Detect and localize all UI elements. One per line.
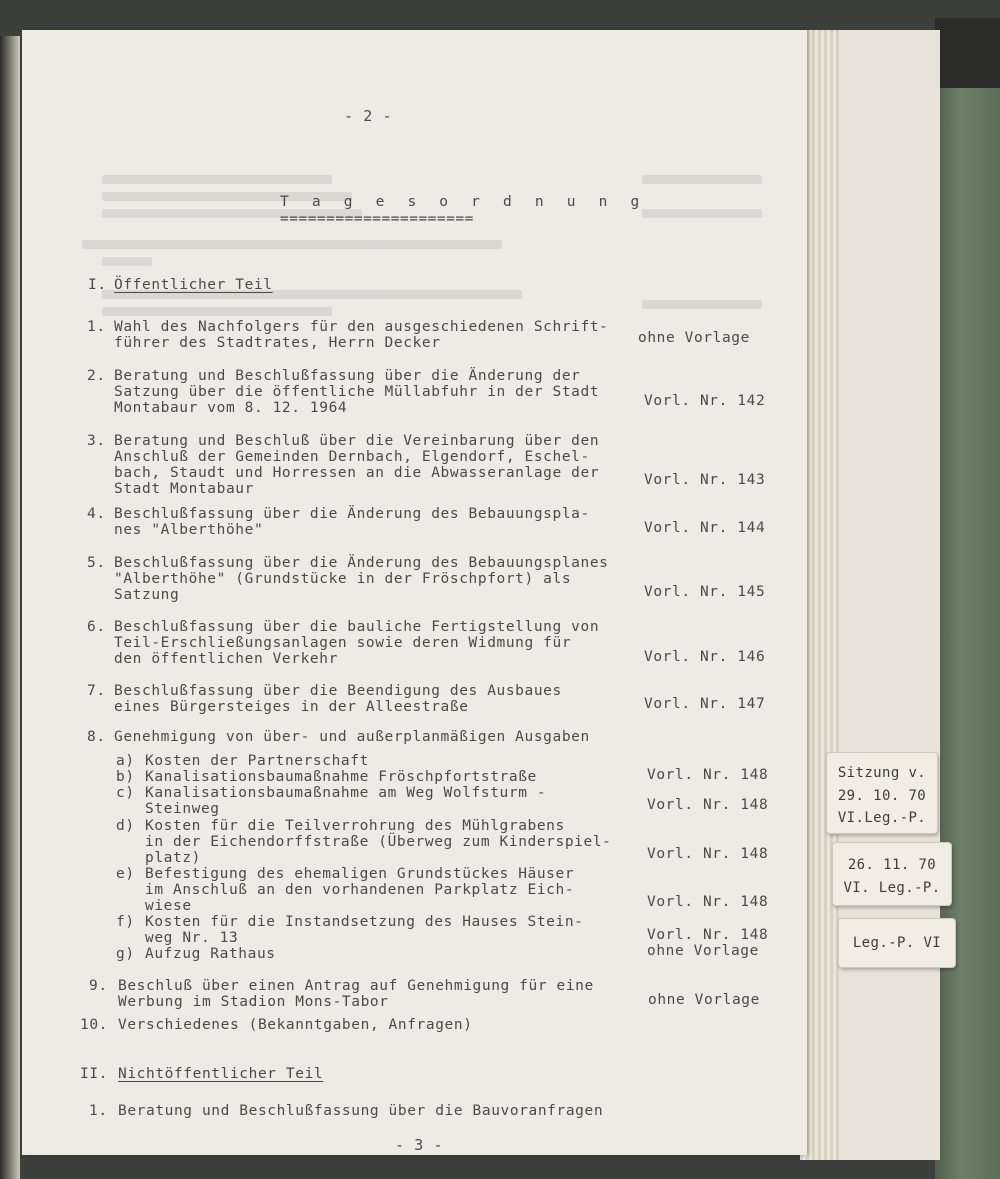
item-line: Beschlußfassung über die bauliche Fertigstellung von [114,619,600,635]
item-line: Beschluß über einen Antrag auf Genehmigung für eine [118,978,594,994]
subitem-reference: Vorl. Nr. 148 [647,894,769,910]
binder-left-edge [0,36,20,1179]
tab-label-3-line-1: Leg.-P. VI [852,935,942,951]
item-line: Verschiedenes (Bekanntgaben, Anfragen) [118,1017,473,1033]
binder-corner [935,18,1000,88]
subitem-line: Kosten für die Instandsetzung des Hauses Stein- [145,914,584,930]
subitem-line: Kanalisationsbaumaßnahme am Weg Wolfsturm - [145,785,547,801]
tab-label-1-line-1: Sitzung v. [837,765,927,781]
section-1-numeral: I. [88,277,107,293]
tab-label-1-line-3: VI.Leg.-P. [837,810,927,826]
item-line: Wahl des Nachfolgers für den ausgeschiedenen Schrift- [114,319,609,335]
item-number: 5. [87,555,106,571]
item-line: Anschluß der Gemeinden Dernbach, Elgendorf, Eschel- [114,449,590,465]
subitem-reference: Vorl. Nr. 148 [647,846,769,862]
subitem-line: platz) [145,850,201,866]
item-line: Satzung [114,587,180,603]
item-line: bach, Staudt und Horressen an die Abwasseranlage der [114,465,600,481]
item-line: eines Bürgersteiges in der Alleestraße [114,699,469,715]
item-line: Werbung im Stadion Mons-Tabor [118,994,389,1010]
subitem-line: Kosten der Partnerschaft [145,753,369,769]
subitem-letter: g) [116,946,135,962]
subitem-line: Kosten für die Teilverrohrung des Mühlgrabens [145,818,565,834]
subitem-letter: c) [116,785,135,801]
section-2-item-number: 1. [89,1103,108,1119]
item-reference: Vorl. Nr. 146 [644,649,766,665]
subitem-reference: Vorl. Nr. 148 [647,767,769,783]
item-line: Beratung und Beschlußfassung über die Änderung der [114,368,581,384]
agenda-title: T a g e s o r d n u n g [280,194,647,210]
subitem-reference: Vorl. Nr. 148 [647,927,769,943]
item-line: "Alberthöhe" (Grundstücke in der Fröschpfort) als [114,571,572,587]
section-2-item-line: Beratung und Beschlußfassung über die Bauvoranfragen [118,1103,604,1119]
item-line: Montabaur vom 8. 12. 1964 [114,400,348,416]
item-number: 1. [87,319,106,335]
subitem-letter: d) [116,818,135,834]
item-line: Stadt Montabaur [114,481,254,497]
section-1-heading: Öffentlicher Teil [114,277,273,293]
item-number: 9. [89,978,108,994]
subitem-line: weg Nr. 13 [145,930,239,946]
item-number: 2. [87,368,106,384]
item-reference: Vorl. Nr. 144 [644,520,766,536]
subitem-line: Kanalisationsbaumaßnahme Fröschpfortstraße [145,769,537,785]
item-number: 10. [80,1017,108,1033]
subitem-line: Steinweg [145,801,220,817]
subitem-reference: ohne Vorlage [647,943,759,959]
item-line: Beratung und Beschluß über die Vereinbarung über den [114,433,600,449]
item-number: 3. [87,433,106,449]
item-line: Beschlußfassung über die Beendigung des Ausbaues [114,683,562,699]
item-line: Satzung über die öffentliche Müllabfuhr in der Stadt [114,384,600,400]
item-line: Beschlußfassung über die Änderung des Bebauungsplanes [114,555,609,571]
subitem-line: wiese [145,898,192,914]
tab-label-1 [826,752,938,834]
subitem-letter: b) [116,769,135,785]
item-line: nes "Alberthöhe" [114,522,264,538]
tab-label-1-line-2: 29. 10. 70 [837,788,927,804]
subitem-line: Aufzug Rathaus [145,946,276,962]
subitem-letter: a) [116,753,135,769]
subitem-line: im Anschluß an den vorhandenen Parkplatz Eich- [145,882,575,898]
item-reference: Vorl. Nr. 143 [644,472,766,488]
title-underline: ===================== [280,211,474,227]
subitem-letter: e) [116,866,135,882]
subitem-line: in der Eichendorffstraße (Überweg zum Kinderspiel- [145,834,612,850]
section-2-heading: Nichtöffentlicher Teil [118,1066,324,1082]
subitem-reference: Vorl. Nr. 148 [647,797,769,813]
item-reference: Vorl. Nr. 142 [644,393,766,409]
tab-label-2-line-1: 26. 11. 70 [847,857,937,873]
underlying-sheets [840,30,940,1160]
item-number: 7. [87,683,106,699]
tab-label-2 [832,842,952,906]
item-line: Beschlußfassung über die Änderung des Bebauungspla- [114,506,590,522]
item-line: den öffentlichen Verkehr [114,651,338,667]
item-number: 6. [87,619,106,635]
binder-back-board [935,18,1000,1179]
page-number-bottom: - 3 - [395,1136,444,1154]
item-reference: Vorl. Nr. 145 [644,584,766,600]
tab-label-3 [838,918,956,968]
item-reference: Vorl. Nr. 147 [644,696,766,712]
item-line: führer des Stadtrates, Herrn Decker [114,335,441,351]
subitem-line: Befestigung des ehemaligen Grundstückes Häuser [145,866,575,882]
tab-label-2-line-2: VI. Leg.-P. [843,880,941,896]
subitem-letter: f) [116,914,135,930]
page-number-top: - 2 - [344,107,393,125]
item-line: Teil-Erschließungsanlagen sowie deren Widmung für [114,635,572,651]
section-2-numeral: II. [80,1066,108,1082]
item-reference: ohne Vorlage [638,330,750,346]
item-number: 4. [87,506,106,522]
page-stack-edges [800,30,940,1160]
item-line: Genehmigung von über- und außerplanmäßigen Ausgaben [114,729,590,745]
item-number: 8. [87,729,106,745]
item-reference: ohne Vorlage [648,992,760,1008]
